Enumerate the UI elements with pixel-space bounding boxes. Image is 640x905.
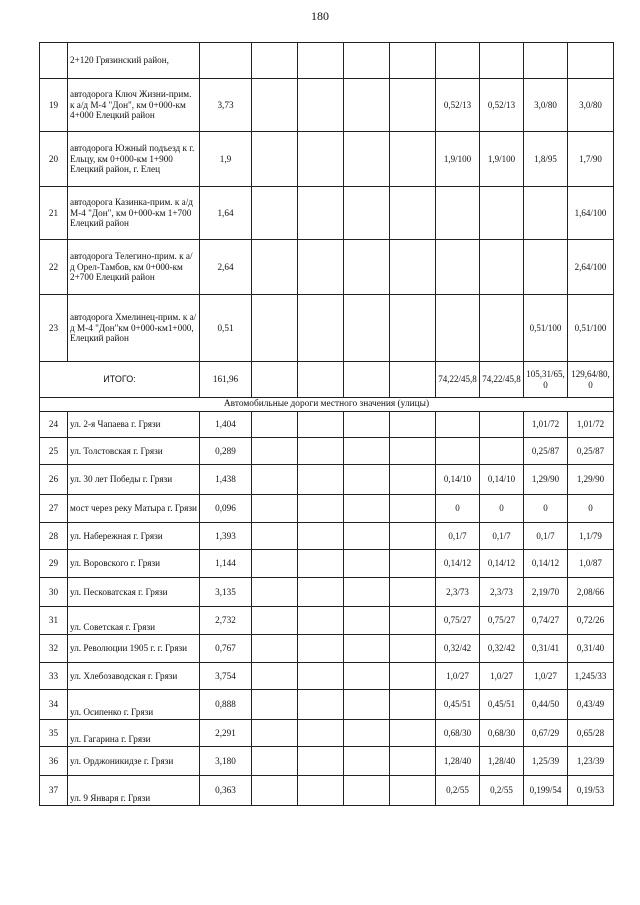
- value-2: 1,9/100: [480, 132, 524, 187]
- page-number: 180: [311, 9, 329, 23]
- road-name: автодорога Ключ Жизни-прим. к а/д М-4 "Дон", км 0+000-км 4+000 Елецкий район: [68, 79, 200, 132]
- total-empty-cell: [252, 362, 298, 398]
- value-1: 0: [436, 495, 480, 523]
- value-4: 1,7/90: [568, 132, 614, 187]
- section-row: [40, 398, 614, 412]
- table-row: [40, 635, 614, 663]
- road-length: 1,404: [200, 412, 252, 438]
- table-row: [40, 79, 614, 132]
- value-4: 1,245/33: [568, 663, 614, 690]
- empty-cell: [298, 550, 344, 578]
- road-name: автодорога Телегино-прим. к а/д Орел-Тамбов, км 0+000-км 2+700 Елецкий район: [68, 240, 200, 295]
- empty-cell: [344, 607, 390, 635]
- value-3: 0,67/29: [524, 720, 568, 747]
- value-1: 0,2/55: [436, 776, 480, 806]
- value-4: 3,0/80: [568, 79, 614, 132]
- value-4: [568, 43, 614, 79]
- empty-cell: [344, 438, 390, 465]
- road-length: 3,754: [200, 663, 252, 690]
- road-name: ул. 30 лет Победы г. Грязи: [68, 465, 200, 495]
- empty-cell: [298, 607, 344, 635]
- empty-cell: [298, 295, 344, 362]
- value-4: 0,43/49: [568, 690, 614, 720]
- road-name: ул. 9 Января г. Грязи: [68, 776, 200, 806]
- table-row: [40, 747, 614, 776]
- road-length: 1,438: [200, 465, 252, 495]
- empty-cell: [344, 187, 390, 240]
- row-number: 33: [40, 663, 68, 690]
- empty-cell: [252, 438, 298, 465]
- road-length: 0,096: [200, 495, 252, 523]
- road-name: мост через реку Матыра г. Грязи: [68, 495, 200, 523]
- empty-cell: [390, 578, 436, 607]
- empty-cell: [390, 295, 436, 362]
- value-4: 1,23/39: [568, 747, 614, 776]
- value-2: [480, 187, 524, 240]
- value-3: [524, 187, 568, 240]
- row-number: 32: [40, 635, 68, 663]
- value-3: [524, 240, 568, 295]
- empty-cell: [344, 412, 390, 438]
- empty-cell: [298, 438, 344, 465]
- table-row: [40, 465, 614, 495]
- empty-cell: [390, 550, 436, 578]
- road-length: 1,393: [200, 523, 252, 550]
- value-1: 1,28/40: [436, 747, 480, 776]
- empty-cell: [344, 465, 390, 495]
- empty-cell: [252, 465, 298, 495]
- value-1: [436, 187, 480, 240]
- empty-cell: [298, 635, 344, 663]
- empty-cell: [390, 132, 436, 187]
- empty-cell: [344, 240, 390, 295]
- value-3: 3,0/80: [524, 79, 568, 132]
- road-length: 3,135: [200, 578, 252, 607]
- road-length: 3,180: [200, 747, 252, 776]
- empty-cell: [252, 79, 298, 132]
- empty-cell: [298, 663, 344, 690]
- empty-cell: [252, 495, 298, 523]
- empty-cell: [390, 747, 436, 776]
- empty-cell: [252, 690, 298, 720]
- road-name: ул. Воровского г. Грязи: [68, 550, 200, 578]
- value-3: 1,8/95: [524, 132, 568, 187]
- table-row: [40, 578, 614, 607]
- row-number: 35: [40, 720, 68, 747]
- value-4: 2,08/66: [568, 578, 614, 607]
- value-1: 0,52/13: [436, 79, 480, 132]
- empty-cell: [390, 720, 436, 747]
- value-3: 0,51/100: [524, 295, 568, 362]
- total-value-1: 74,22/45,8: [436, 362, 480, 398]
- road-name: автодорога Хмелинец-прим. к а/д М-4 "Дон"км 0+000-км1+000, Елецкий район: [68, 295, 200, 362]
- row-number: 26: [40, 465, 68, 495]
- value-1: 1,0/27: [436, 663, 480, 690]
- row-number: 21: [40, 187, 68, 240]
- empty-cell: [298, 79, 344, 132]
- value-2: 0,75/27: [480, 607, 524, 635]
- table-body-bottom: [40, 412, 614, 806]
- value-2: 0,1/7: [480, 523, 524, 550]
- value-4: 0,31/40: [568, 635, 614, 663]
- empty-cell: [252, 607, 298, 635]
- value-4: 0,65/28: [568, 720, 614, 747]
- road-length: 0,767: [200, 635, 252, 663]
- empty-cell: [344, 578, 390, 607]
- empty-cell: [344, 495, 390, 523]
- empty-cell: [344, 295, 390, 362]
- row-number: 29: [40, 550, 68, 578]
- empty-cell: [390, 663, 436, 690]
- table-row: [40, 438, 614, 465]
- value-1: 0,1/7: [436, 523, 480, 550]
- table-row: [40, 607, 614, 635]
- value-3: 0,1/7: [524, 523, 568, 550]
- value-3: 1,29/90: [524, 465, 568, 495]
- empty-cell: [252, 635, 298, 663]
- table-row: [40, 132, 614, 187]
- empty-cell: [252, 295, 298, 362]
- total-empty-cell: [390, 362, 436, 398]
- value-3: 0,74/27: [524, 607, 568, 635]
- row-number: 31: [40, 607, 68, 635]
- value-2: 2,3/73: [480, 578, 524, 607]
- empty-cell: [298, 578, 344, 607]
- empty-cell: [390, 523, 436, 550]
- value-3: 2,19/70: [524, 578, 568, 607]
- value-4: 1,01/72: [568, 412, 614, 438]
- value-2: [480, 295, 524, 362]
- empty-cell: [344, 747, 390, 776]
- road-name: ул. Толстовская г. Грязи: [68, 438, 200, 465]
- empty-cell: [390, 635, 436, 663]
- empty-cell: [344, 132, 390, 187]
- value-3: 0: [524, 495, 568, 523]
- value-4: 0,25/87: [568, 438, 614, 465]
- empty-cell: [298, 776, 344, 806]
- road-length: 2,291: [200, 720, 252, 747]
- total-empty-cell: [344, 362, 390, 398]
- empty-cell: [252, 663, 298, 690]
- value-3: 0,199/54: [524, 776, 568, 806]
- total-label: ИТОГО:: [40, 362, 200, 398]
- row-number: 25: [40, 438, 68, 465]
- empty-cell: [252, 720, 298, 747]
- road-length: [200, 43, 252, 79]
- value-4: 0,19/53: [568, 776, 614, 806]
- value-3: 1,0/27: [524, 663, 568, 690]
- empty-cell: [344, 663, 390, 690]
- value-2: 1,0/27: [480, 663, 524, 690]
- value-2: [480, 43, 524, 79]
- value-4: 0,51/100: [568, 295, 614, 362]
- row-number: 24: [40, 412, 68, 438]
- total-empty-cell: [298, 362, 344, 398]
- empty-cell: [298, 412, 344, 438]
- empty-cell: [298, 747, 344, 776]
- value-1: [436, 43, 480, 79]
- total-value-4: 129,64/80,0: [568, 362, 614, 398]
- empty-cell: [390, 43, 436, 79]
- empty-cell: [252, 747, 298, 776]
- value-2: 0,14/10: [480, 465, 524, 495]
- road-name: 2+120 Грязинский район,: [68, 43, 200, 79]
- road-length: 1,9: [200, 132, 252, 187]
- table-body-top: [40, 43, 614, 362]
- row-number: 23: [40, 295, 68, 362]
- empty-cell: [390, 465, 436, 495]
- value-1: 0,68/30: [436, 720, 480, 747]
- row-number: 19: [40, 79, 68, 132]
- total-length: 161,96: [200, 362, 252, 398]
- empty-cell: [298, 132, 344, 187]
- road-length: 1,144: [200, 550, 252, 578]
- road-name: автодорога Южный подъезд к г. Ельцу, км 0+000-км 1+900 Елецкий район, г. Елец: [68, 132, 200, 187]
- value-1: 0,75/27: [436, 607, 480, 635]
- empty-cell: [252, 187, 298, 240]
- value-2: 1,28/40: [480, 747, 524, 776]
- value-3: 1,25/39: [524, 747, 568, 776]
- value-2: 0,2/55: [480, 776, 524, 806]
- road-length: 0,363: [200, 776, 252, 806]
- road-name: ул. Хлебозаводская г. Грязи: [68, 663, 200, 690]
- total-value-2: 74,22/45,8: [480, 362, 524, 398]
- value-1: 2,3/73: [436, 578, 480, 607]
- road-name: ул. Песковатская г. Грязи: [68, 578, 200, 607]
- value-3: 0,44/50: [524, 690, 568, 720]
- table-row: [40, 43, 614, 79]
- value-3: 0,14/12: [524, 550, 568, 578]
- road-length: 0,888: [200, 690, 252, 720]
- empty-cell: [390, 776, 436, 806]
- empty-cell: [298, 495, 344, 523]
- table-row: [40, 412, 614, 438]
- value-1: 0,32/42: [436, 635, 480, 663]
- empty-cell: [344, 635, 390, 663]
- value-1: 0,14/12: [436, 550, 480, 578]
- road-name: ул. 2-я Чапаева г. Грязи: [68, 412, 200, 438]
- value-1: 0,45/51: [436, 690, 480, 720]
- empty-cell: [390, 412, 436, 438]
- row-number: 34: [40, 690, 68, 720]
- road-length: 3,73: [200, 79, 252, 132]
- road-length: 2,64: [200, 240, 252, 295]
- value-3: [524, 43, 568, 79]
- empty-cell: [390, 607, 436, 635]
- value-2: 0,52/13: [480, 79, 524, 132]
- empty-cell: [252, 43, 298, 79]
- value-3: 1,01/72: [524, 412, 568, 438]
- total-value-3: 105,31/65,0: [524, 362, 568, 398]
- empty-cell: [390, 79, 436, 132]
- empty-cell: [252, 132, 298, 187]
- table-row: [40, 523, 614, 550]
- empty-cell: [344, 776, 390, 806]
- table-row: [40, 720, 614, 747]
- roads-table: [39, 42, 614, 806]
- value-2: [480, 438, 524, 465]
- section-title: Автомобильные дороги местного значения (улицы): [40, 398, 614, 412]
- empty-cell: [344, 690, 390, 720]
- empty-cell: [298, 465, 344, 495]
- empty-cell: [252, 240, 298, 295]
- road-name: ул. Революции 1905 г. г. Грязи: [68, 635, 200, 663]
- value-1: [436, 240, 480, 295]
- empty-cell: [390, 240, 436, 295]
- empty-cell: [390, 438, 436, 465]
- table-row: [40, 663, 614, 690]
- table-total: [40, 362, 614, 412]
- table-row: [40, 776, 614, 806]
- empty-cell: [390, 495, 436, 523]
- value-1: 0,14/10: [436, 465, 480, 495]
- value-2: 0: [480, 495, 524, 523]
- value-2: [480, 240, 524, 295]
- road-name: ул. Гагарина г. Грязи: [68, 720, 200, 747]
- row-number: 30: [40, 578, 68, 607]
- empty-cell: [390, 187, 436, 240]
- value-4: 0: [568, 495, 614, 523]
- value-1: [436, 295, 480, 362]
- empty-cell: [298, 240, 344, 295]
- table-row: [40, 690, 614, 720]
- road-name: ул. Советская г. Грязи: [68, 607, 200, 635]
- row-number: 37: [40, 776, 68, 806]
- empty-cell: [298, 187, 344, 240]
- row-number: 20: [40, 132, 68, 187]
- road-length: 2,732: [200, 607, 252, 635]
- value-4: 0,72/26: [568, 607, 614, 635]
- empty-cell: [252, 523, 298, 550]
- value-1: [436, 438, 480, 465]
- row-number: 22: [40, 240, 68, 295]
- row-number: 28: [40, 523, 68, 550]
- road-name: ул. Орджоникидзе г. Грязи: [68, 747, 200, 776]
- row-number: 27: [40, 495, 68, 523]
- table-row: [40, 550, 614, 578]
- row-number: 36: [40, 747, 68, 776]
- value-4: 1,0/87: [568, 550, 614, 578]
- value-4: 1,1/79: [568, 523, 614, 550]
- value-4: 1,29/90: [568, 465, 614, 495]
- empty-cell: [298, 690, 344, 720]
- road-length: 0,51: [200, 295, 252, 362]
- empty-cell: [298, 43, 344, 79]
- value-1: 1,9/100: [436, 132, 480, 187]
- value-1: [436, 412, 480, 438]
- value-4: 1,64/100: [568, 187, 614, 240]
- road-name: ул. Осипенко г. Грязи: [68, 690, 200, 720]
- value-2: [480, 412, 524, 438]
- total-row: [40, 362, 614, 398]
- empty-cell: [344, 550, 390, 578]
- row-number: [40, 43, 68, 79]
- table-row: [40, 240, 614, 295]
- road-length: 1,64: [200, 187, 252, 240]
- empty-cell: [252, 776, 298, 806]
- empty-cell: [344, 79, 390, 132]
- empty-cell: [298, 720, 344, 747]
- road-name: автодорога Казинка-прим. к а/д М-4 "Дон", км 0+000-км 1+700 Елецкий район: [68, 187, 200, 240]
- value-2: 0,68/30: [480, 720, 524, 747]
- value-2: 0,14/12: [480, 550, 524, 578]
- road-name: ул. Набережная г. Грязи: [68, 523, 200, 550]
- value-3: 0,31/41: [524, 635, 568, 663]
- empty-cell: [298, 523, 344, 550]
- table-row: [40, 495, 614, 523]
- empty-cell: [344, 720, 390, 747]
- value-3: 0,25/87: [524, 438, 568, 465]
- value-2: 0,45/51: [480, 690, 524, 720]
- empty-cell: [252, 578, 298, 607]
- empty-cell: [344, 523, 390, 550]
- empty-cell: [252, 550, 298, 578]
- value-2: 0,32/42: [480, 635, 524, 663]
- table-row: [40, 187, 614, 240]
- road-length: 0,289: [200, 438, 252, 465]
- table-row: [40, 295, 614, 362]
- empty-cell: [252, 412, 298, 438]
- empty-cell: [390, 690, 436, 720]
- empty-cell: [344, 43, 390, 79]
- value-4: 2,64/100: [568, 240, 614, 295]
